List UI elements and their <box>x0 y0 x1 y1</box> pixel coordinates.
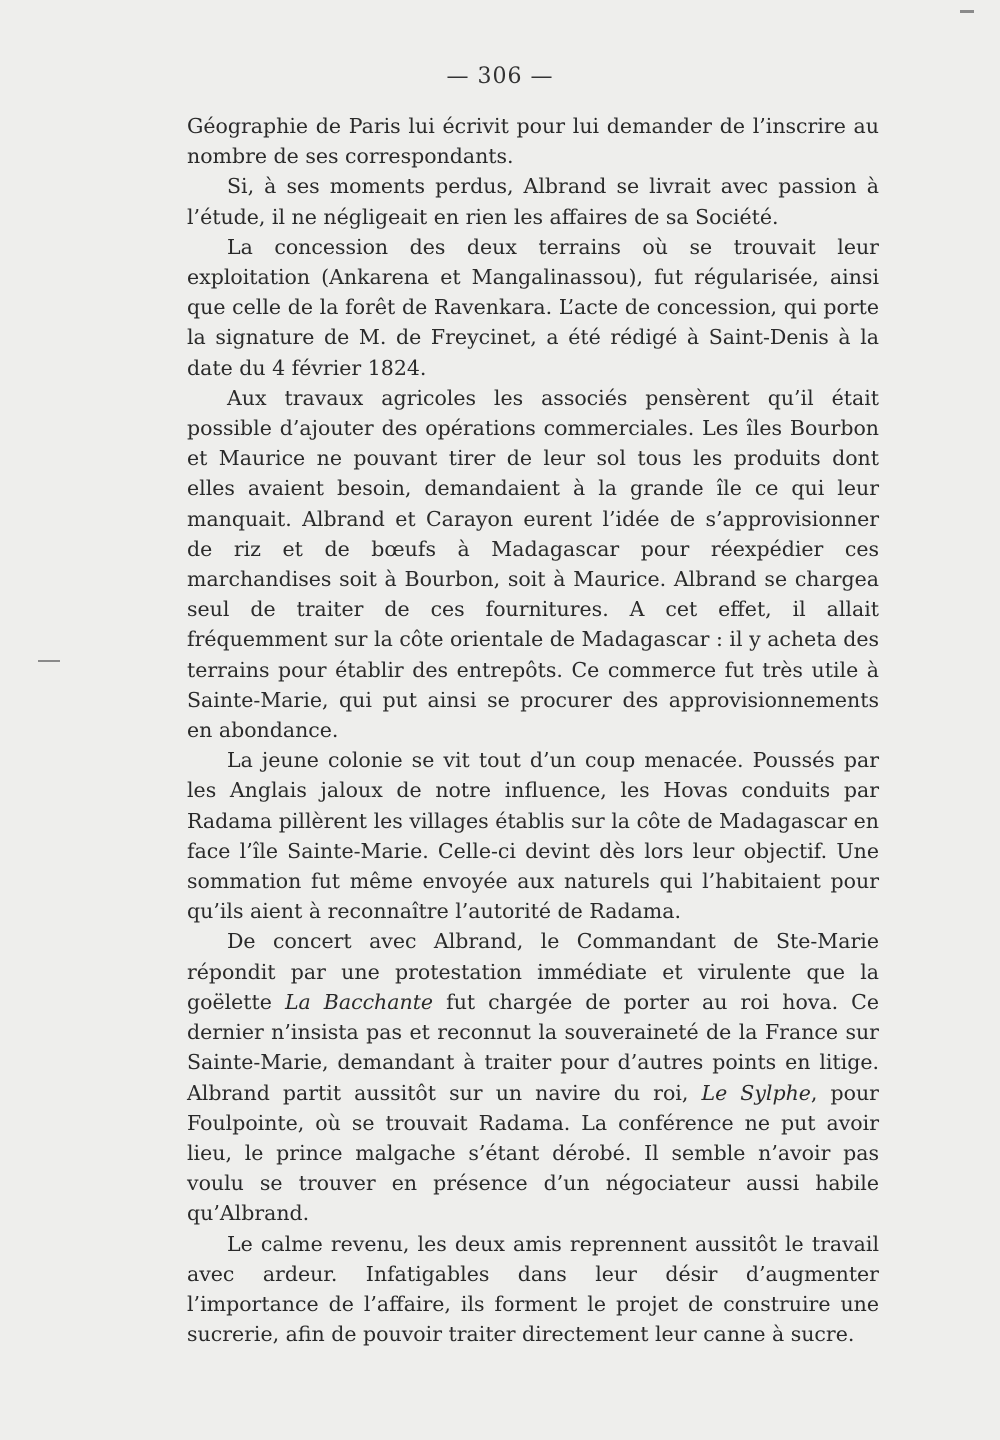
ship-name-la-bacchante: La Bacchante <box>284 989 434 1014</box>
body-text <box>187 111 879 1349</box>
paragraph-3-text: La concession des deux terrains où se trouvait leur exploitation (Ankarena et Mangalinassou), fut régularisée, ainsi que celle de la forêt de Ravenkara. L’acte de concession, qui porte la signature de M. de Freycinet, a été rédigé à Saint-Denis à la date du 4 février 1824. <box>187 234 879 380</box>
paragraph-5-text: La jeune colonie se vit tout d’un coup menacée. Poussés par les Anglais jaloux de notre influence, les Hovas conduits par Radama pillèrent les villages établis sur la côte de Madagascar en face l’île Sainte-Marie. Celle-ci devint dès lors leur objectif. Une sommation fut même envoyée aux naturels qui l’habitaient pour qu’ils aient à reconnaître l’autorité de Radama. <box>187 748 879 924</box>
paragraph-5 <box>187 745 879 926</box>
corner-speck <box>960 10 974 13</box>
paragraph-6-text-c: , pour Foulpointe, où se trouvait Radama. La conférence ne put avoir lieu, le prince malgache s’étant dérobé. Il semble n’avoir pas voulu se trouver en présence d’un négociateur aussi habile qu’Albrand. <box>187 1080 879 1226</box>
paragraph-4 <box>187 383 879 745</box>
paragraph-7 <box>187 1229 879 1350</box>
page-number: — 306 — <box>446 64 554 89</box>
paragraph-6-text-b: fut chargée de porter au roi hova. Ce dernier n’insista pas et reconnut la souveraineté de la France sur Sainte-Marie, demandant à traiter pour d’autres points en litige. Albrand partit aussitôt sur un navire du roi, <box>187 989 879 1105</box>
paragraph-4-text: Aux travaux agricoles les associés pensèrent qu’il était possible d’ajouter des opérations commerciales. Les îles Bourbon et Maurice ne pouvant tirer de leur sol tous les produits dont elles avaient besoin, demandaient à la grande île ce qui leur manquait. Albrand et Carayon eurent l’idée de s’approvisionner de riz et de bœufs à Madagascar pour réexpédier ces marchandises soit à Bourbon, soit à Maurice. Albrand se chargea seul de traiter de ces fournitures. A cet effet, il allait fréquemment sur la côte orientale de Madagascar : il y acheta des terrains pour établir des entrepôts. Ce commerce fut très utile à Sainte-Marie, qui put ainsi se procurer des approvisionnements en abondance. <box>187 385 879 743</box>
paragraph-6 <box>187 926 879 1228</box>
margin-speck <box>38 660 60 662</box>
paragraph-2-text: Si, à ses moments perdus, Albrand se livrait avec passion à l’étude, il ne négligeait en rien les affaires de sa Société. <box>187 174 879 229</box>
paragraph-2 <box>187 171 879 231</box>
paragraph-1 <box>187 111 879 171</box>
paragraph-1-text: Géographie de Paris lui écrivit pour lui demander de l’inscrire au nombre de ses correspondants. <box>187 114 879 169</box>
paragraph-3 <box>187 232 879 383</box>
ship-name-le-sylphe: Le Sylphe <box>701 1080 811 1105</box>
paragraph-6-text-a: De concert avec Albrand, le Commandant de Ste-Marie répondit par une protestation immédiate et virulente que la goëlette <box>187 929 879 1014</box>
paragraph-7-text: Le calme revenu, les deux amis reprennent aussitôt le travail avec ardeur. Infatigables dans leur désir d’augmenter l’importance de l’affaire, ils forment le projet de construire une sucrerie, afin de pouvoir traiter directement leur canne à sucre. <box>187 1231 879 1347</box>
